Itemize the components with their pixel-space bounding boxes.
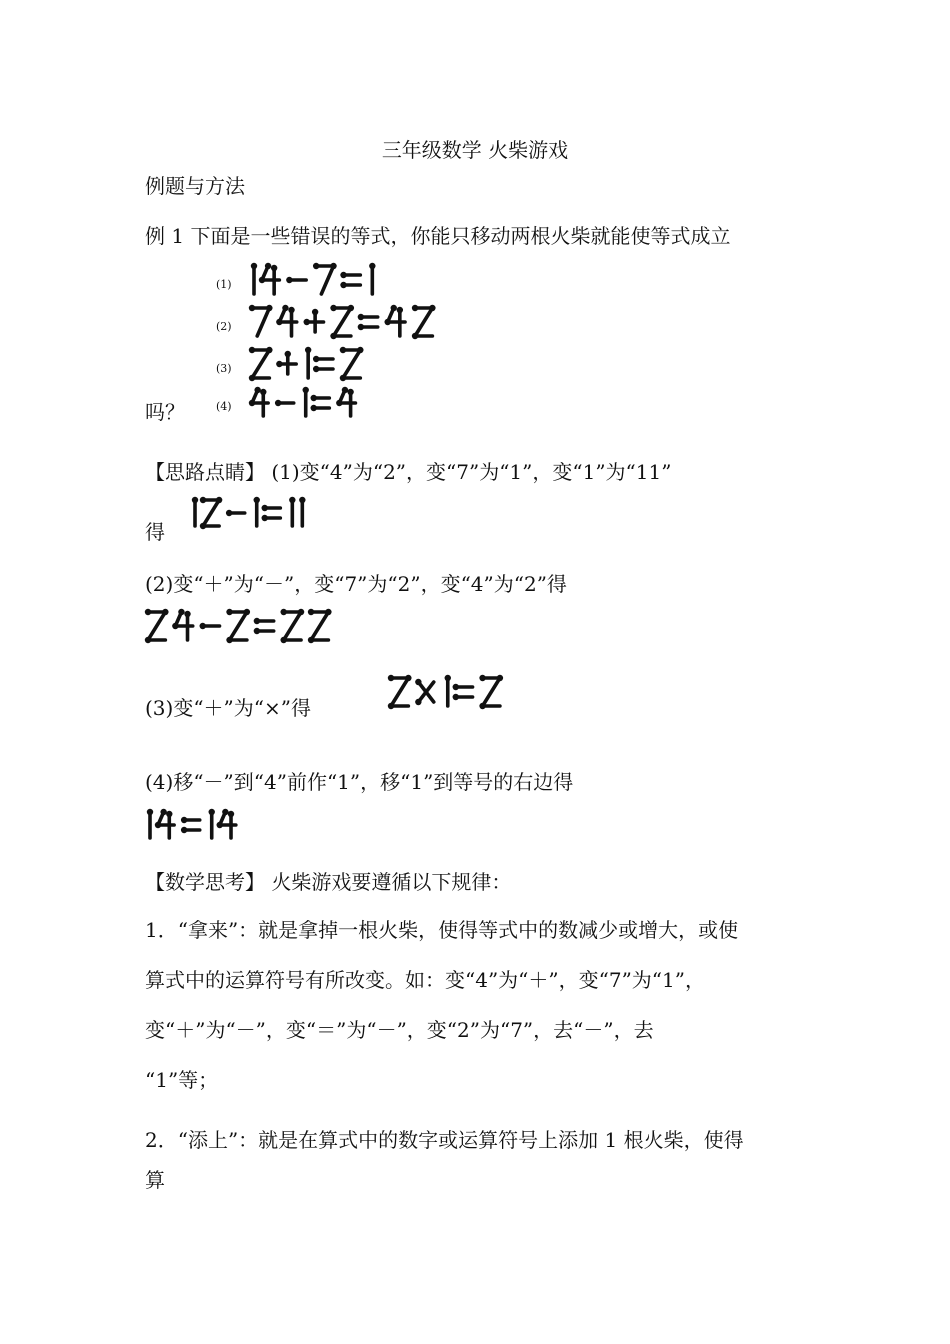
match-head — [251, 263, 257, 269]
match-head — [369, 263, 375, 269]
glyph — [172, 609, 193, 640]
match-head — [147, 809, 153, 815]
match-head — [445, 675, 451, 681]
match-head — [181, 827, 187, 833]
match-head — [313, 263, 319, 269]
match-head — [249, 305, 255, 311]
matchstick — [415, 308, 432, 336]
match-head — [254, 497, 260, 503]
glyph — [340, 272, 360, 288]
match-head — [330, 263, 336, 269]
glyph — [303, 387, 309, 416]
match-head — [217, 822, 223, 828]
glyph — [192, 497, 198, 526]
glyph — [358, 314, 378, 330]
match-head — [479, 675, 485, 681]
rule-1-line-2: 算式中的运算符号有所改变。如：变“4”为“＋”，变“7”为“1”， — [145, 968, 705, 992]
matchstick-equation-4 — [249, 387, 356, 416]
match-head — [275, 400, 281, 406]
match-head — [222, 809, 228, 815]
glyph — [249, 387, 268, 416]
glyph — [308, 609, 332, 643]
matchstick — [203, 500, 219, 526]
match-head — [226, 510, 232, 516]
match-head — [384, 319, 390, 325]
rule-1-line-3: 变“＋”为“－”，变“＝”为“－”，变“2”为“7”，去“－”，去 — [145, 1018, 654, 1042]
match-head — [330, 305, 336, 311]
section-heading: 例题与方法 — [145, 174, 245, 198]
match-head — [348, 305, 354, 311]
match-head — [166, 811, 172, 817]
glyph — [259, 263, 280, 294]
match-head — [308, 609, 314, 615]
glyph — [384, 305, 405, 336]
match-head — [412, 333, 418, 339]
matchstick — [483, 678, 500, 706]
example-1-equations — [212, 258, 502, 428]
match-head — [276, 319, 282, 325]
glyph — [226, 609, 250, 643]
match-head — [192, 497, 198, 503]
match-head — [340, 282, 346, 288]
eq4-label: (4) — [216, 400, 232, 413]
match-head — [453, 684, 459, 690]
match-head — [397, 307, 403, 313]
match-head — [479, 703, 485, 709]
match-head — [254, 628, 260, 634]
match-head — [336, 400, 342, 406]
match-head — [162, 609, 168, 615]
glyph — [289, 497, 295, 526]
match-head — [325, 609, 331, 615]
glyph — [412, 305, 436, 339]
matchstick-equation-3 — [249, 347, 364, 381]
match-head — [200, 523, 206, 529]
glyph — [254, 497, 260, 526]
glyph — [369, 263, 375, 294]
match-head — [388, 703, 394, 709]
solution-1-tail: 得 — [145, 520, 165, 544]
match-head — [286, 277, 292, 283]
solution-2-equation — [140, 604, 400, 648]
glyph — [305, 347, 311, 378]
glyph — [445, 675, 451, 706]
glyph — [262, 505, 281, 521]
glyph — [304, 309, 324, 332]
match-head — [260, 389, 266, 395]
solution-3-text: (3)变“＋”为“×”得 — [145, 696, 311, 720]
match-head — [340, 375, 346, 381]
match-head — [405, 675, 411, 681]
example-1-text: 例 1 下面是一些错误的等式，你能只移动两根火柴就能使等式成立 — [145, 224, 731, 248]
glyph — [254, 618, 274, 634]
match-head — [289, 497, 295, 503]
eq1-label: (1) — [216, 278, 232, 291]
match-head — [313, 356, 319, 362]
match-head — [160, 809, 166, 815]
matchstick — [311, 612, 328, 640]
match-head — [288, 307, 294, 313]
match-head — [145, 637, 151, 643]
solution-1-equation — [185, 494, 385, 534]
match-head — [358, 324, 364, 330]
match-head — [181, 817, 187, 823]
glyph — [249, 305, 273, 336]
match-head — [497, 675, 503, 681]
matchstick — [334, 308, 351, 336]
glyph — [280, 609, 304, 643]
glyph — [147, 809, 153, 838]
match-head — [200, 497, 206, 503]
match-head — [155, 822, 161, 828]
match-head — [216, 497, 222, 503]
solution-4-equation — [140, 806, 280, 846]
match-head — [313, 366, 319, 372]
match-head — [305, 347, 311, 353]
match-head — [285, 351, 291, 357]
match-head — [357, 347, 363, 353]
match-head — [429, 305, 435, 311]
glyph — [313, 263, 337, 294]
page-title: 三年级数学 火柴游戏 — [381, 138, 569, 162]
match-head — [266, 305, 272, 311]
match-head — [280, 637, 286, 643]
matchstick-equation-1 — [251, 263, 376, 294]
match-head — [249, 400, 255, 406]
match-head — [280, 609, 286, 615]
matchstick — [284, 612, 301, 640]
glyph — [217, 809, 236, 838]
match-head — [184, 611, 190, 617]
solution-1-text: 【思路点睛】 (1)变“4”为“2”，变“7”为“1”，变“1”为“11” — [145, 460, 672, 484]
match-head — [391, 305, 397, 311]
rule-1-line-1: 1．“拿来”：就是拿掉一根火柴，使得等式中的数减少或增大，或使 — [145, 918, 739, 942]
glyph — [249, 347, 273, 381]
match-head — [340, 272, 346, 278]
match-head — [299, 497, 305, 503]
match-head — [271, 265, 277, 271]
match-head — [304, 319, 310, 325]
match-head — [388, 675, 394, 681]
glyph — [200, 623, 220, 629]
match-head — [415, 679, 421, 685]
rule-2-line-1: 2．“添上”：就是在算式中的数字或运算符号上添加 1 根火柴，使得 — [145, 1128, 744, 1152]
match-head — [178, 609, 184, 615]
glyph — [388, 675, 412, 709]
matchstick-equation-2 — [249, 305, 436, 339]
glyph — [313, 356, 333, 372]
match-head — [312, 309, 318, 315]
match-head — [347, 389, 353, 395]
match-head — [308, 637, 314, 643]
match-head — [209, 809, 215, 815]
match-head — [358, 314, 364, 320]
glyph — [340, 347, 364, 381]
glyph — [226, 510, 245, 516]
glyph — [155, 809, 174, 838]
match-head — [276, 361, 282, 367]
match-head — [282, 305, 288, 311]
match-head — [262, 505, 268, 511]
matchstick — [230, 612, 247, 640]
match-head — [259, 277, 265, 283]
match-head — [415, 699, 421, 705]
glyph — [251, 263, 257, 294]
glyph — [276, 305, 297, 336]
match-head — [249, 347, 255, 353]
match-head — [254, 618, 260, 624]
match-head — [453, 694, 459, 700]
matchstick — [257, 308, 269, 336]
solution-2-text: (2)变“＋”为“－”，变“7”为“2”，变“4”为“2”得 — [145, 572, 567, 596]
match-head — [249, 375, 255, 381]
match-head — [244, 609, 250, 615]
glyph — [145, 609, 169, 643]
match-head — [262, 515, 268, 521]
glyph — [181, 817, 200, 833]
match-head — [172, 623, 178, 629]
glyph — [479, 675, 503, 709]
solution-3-equation — [385, 670, 565, 714]
match-head — [342, 387, 348, 393]
match-head — [145, 609, 151, 615]
match-head — [311, 405, 317, 411]
glyph — [453, 684, 473, 700]
glyph — [209, 809, 215, 838]
match-head — [228, 811, 234, 817]
match-head — [412, 305, 418, 311]
glyph — [200, 497, 223, 529]
rule-1-line-4: “1”等； — [145, 1068, 219, 1092]
match-head — [226, 637, 232, 643]
glyph — [276, 351, 296, 374]
matchstick — [252, 350, 269, 378]
matchstick — [391, 678, 408, 706]
eq3-label: (3) — [216, 362, 232, 375]
matchstick — [321, 266, 333, 294]
eq2-label: (2) — [216, 320, 232, 333]
glyph — [415, 679, 434, 705]
glyph — [275, 400, 294, 406]
example-1-tail: 吗？ — [145, 400, 185, 424]
match-head — [311, 395, 317, 401]
thinking-heading: 【数学思考】 火柴游戏要遵循以下规律： — [145, 870, 512, 894]
glyph — [311, 395, 330, 411]
glyph — [299, 497, 305, 526]
match-head — [254, 387, 260, 393]
match-head — [340, 347, 346, 353]
match-head — [265, 263, 271, 269]
glyph — [336, 387, 355, 416]
solution-4-text: (4)移“－”到“4”前作“1”，移“1”到等号的右边得 — [145, 770, 574, 794]
match-head — [200, 623, 206, 629]
glyph — [330, 305, 354, 339]
matchstick — [148, 612, 165, 640]
match-head — [266, 347, 272, 353]
matchstick — [343, 350, 360, 378]
match-head — [330, 333, 336, 339]
match-head — [226, 609, 232, 615]
glyph — [286, 277, 306, 283]
rule-2-line-2: 算 — [145, 1168, 165, 1192]
match-head — [298, 609, 304, 615]
match-head — [303, 387, 309, 393]
